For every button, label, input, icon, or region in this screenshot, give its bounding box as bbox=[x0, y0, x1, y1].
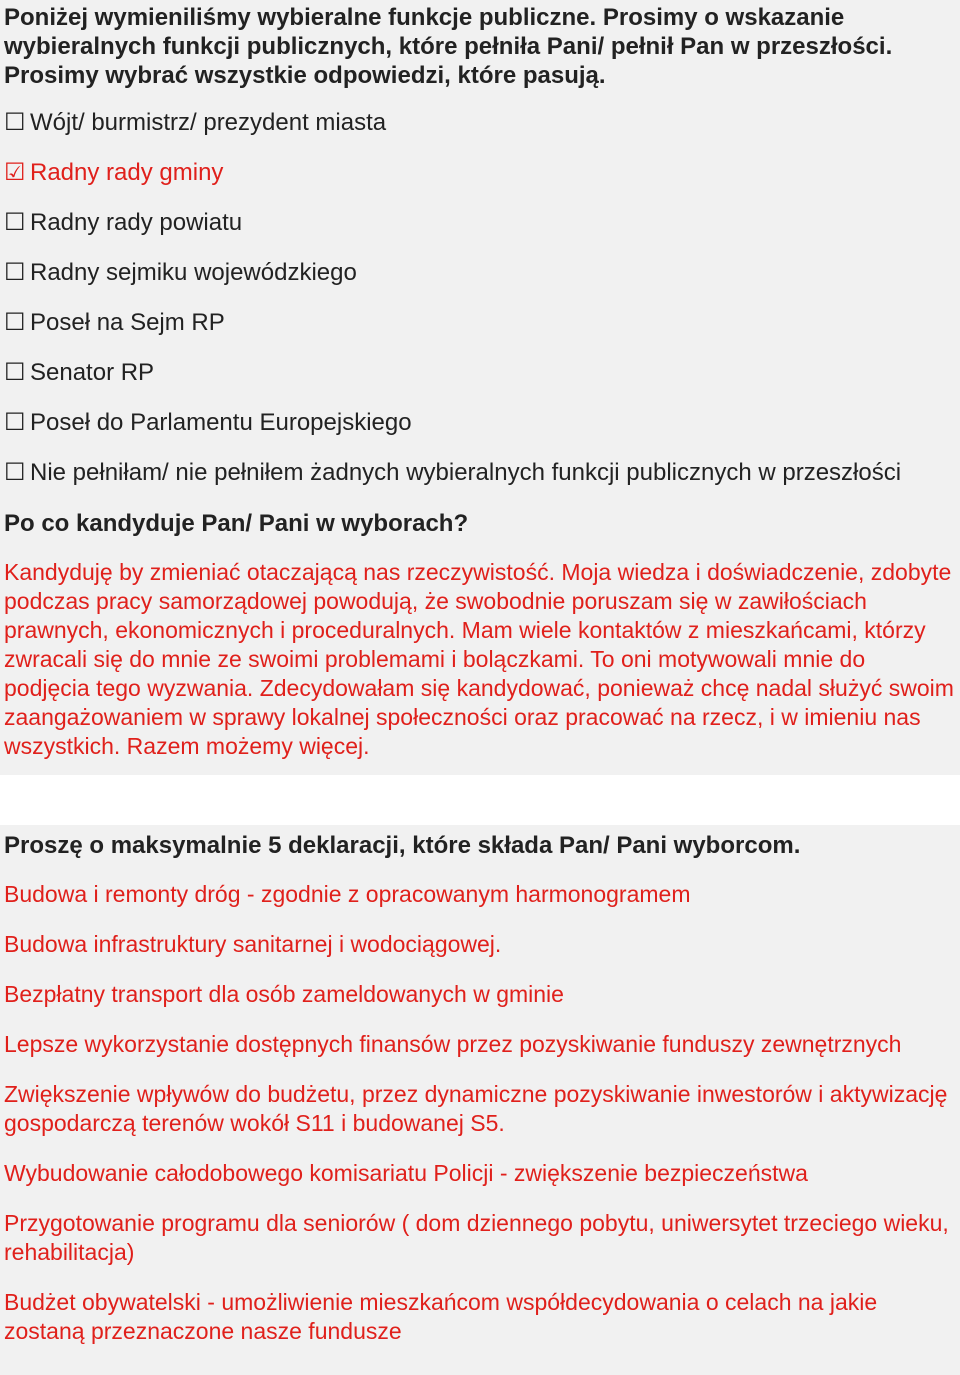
option-label: Radny rady gminy bbox=[30, 159, 224, 186]
option-label: Poseł na Sejm RP bbox=[30, 309, 225, 336]
option-label: Radny rady powiatu bbox=[30, 209, 243, 236]
option-label: Radny sejmiku wojewódzkiego bbox=[30, 259, 357, 286]
declarations-section bbox=[0, 825, 960, 1375]
option-posel-pe[interactable] bbox=[4, 398, 956, 448]
declaration-item: Lepsze wykorzystanie dostępnych finansów przez pozyskiwanie funduszy zewnętrznych bbox=[4, 1031, 902, 1057]
checkbox-unchecked-icon[interactable]: ☐ bbox=[4, 409, 26, 436]
option-label: Senator RP bbox=[30, 359, 155, 386]
declaration-item: Budowa i remonty dróg - zgodnie z opracowanym harmonogramem bbox=[4, 881, 691, 907]
declaration-item: Budowa infrastruktury sanitarnej i wodociągowej. bbox=[4, 931, 502, 957]
option-radny-sejmiku[interactable] bbox=[4, 248, 956, 298]
option-radny-gminy[interactable] bbox=[4, 148, 956, 198]
motivation-question: Po co kandyduje Pan/ Pani w wyborach? bbox=[4, 510, 469, 537]
public-functions-section bbox=[0, 0, 960, 493]
checkbox-unchecked-icon[interactable]: ☐ bbox=[4, 209, 26, 236]
checkbox-unchecked-icon[interactable]: ☐ bbox=[4, 259, 26, 286]
option-senator[interactable] bbox=[4, 348, 956, 398]
checkbox-unchecked-icon[interactable]: ☐ bbox=[4, 309, 26, 336]
option-label: Poseł do Parlamentu Europejskiego bbox=[30, 409, 412, 436]
option-label: Wójt/ burmistrz/ prezydent miasta bbox=[30, 109, 387, 136]
motivation-answer: Kandyduję by zmieniać otaczającą nas rzeczywistość. Moja wiedza i doświadczenie, zdobyte podczas pracy samorządowej powodują, że swobodnie poruszam się w zawiłościach prawnych, ekonomicznych i proceduralnych. Mam wiele kontaktów z mieszkańcami, którzy zwracali się do mnie ze swoimi problemami i bolączkami. To oni motywowali mnie do podjęcia tego wyzwania. Zdecydowałam się kandydować, ponieważ chcę nadal służyć swoim zaangażowaniem w sprawy lokalnej społeczności oraz pracować na rzecz, i w imieniu nas wszystkich. Razem możemy więcej. bbox=[4, 559, 954, 759]
option-label: Nie pełniłam/ nie pełniłem żadnych wybieralnych funkcji publicznych w przeszłości bbox=[30, 459, 902, 486]
checkbox-checked-icon[interactable]: ☑ bbox=[4, 159, 26, 186]
option-none[interactable] bbox=[4, 448, 956, 498]
declaration-item: Budżet obywatelski - umożliwienie mieszkańcom współdecydowania o celach na jakie zostaną przeznaczone nasze fundusze bbox=[4, 1289, 878, 1344]
option-wojt[interactable] bbox=[4, 98, 956, 148]
public-functions-question: Poniżej wymieniliśmy wybieralne funkcje publiczne. Prosimy o wskazanie wybieralnych funkcji publicznych, które pełniła Pani/ pełnił Pan w przeszłości. Prosimy wybrać wszystkie odpowiedzi, które pasują. bbox=[4, 4, 893, 89]
declaration-item: Wybudowanie całodobowego komisariatu Policji - zwiększenie bezpieczeństwa bbox=[4, 1160, 808, 1186]
option-posel-sejm[interactable] bbox=[4, 298, 956, 348]
motivation-section bbox=[0, 493, 960, 775]
section-spacer bbox=[0, 775, 960, 825]
checkbox-unchecked-icon[interactable]: ☐ bbox=[4, 459, 26, 486]
declaration-item: Bezpłatny transport dla osób zameldowanych w gminie bbox=[4, 981, 564, 1007]
declarations-question: Proszę o maksymalnie 5 deklaracji, które składa Pan/ Pani wyborcom. bbox=[4, 832, 801, 859]
checkbox-unchecked-icon[interactable]: ☐ bbox=[4, 109, 26, 136]
option-radny-powiatu[interactable] bbox=[4, 198, 956, 248]
declaration-item: Przygotowanie programu dla seniorów ( dom dziennego pobytu, uniwersytet trzeciego wieku, rehabilitacja) bbox=[4, 1210, 949, 1265]
declaration-item: Zwiększenie wpływów do budżetu, przez dynamiczne pozyskiwanie inwestorów i aktywizację gospodarczą terenów wokół S11 i budowanej S5. bbox=[4, 1081, 948, 1136]
checkbox-unchecked-icon[interactable]: ☐ bbox=[4, 359, 26, 386]
